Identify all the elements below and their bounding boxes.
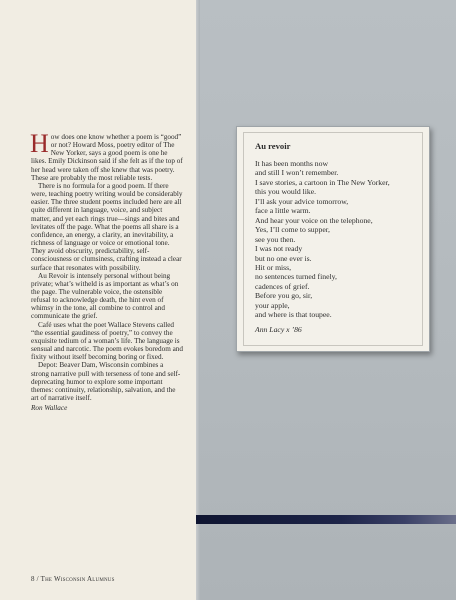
poem-line: your apple, (255, 300, 290, 310)
left-page (0, 0, 196, 600)
poem-line: I save stories, a cartoon in The New Yorker, (255, 177, 390, 187)
poem-line: face a little warm. (255, 206, 311, 216)
poem-card (236, 126, 430, 352)
poem-line: It has been months now (255, 159, 329, 168)
poem-line: Hit or miss, (255, 262, 292, 272)
poem-line: I was not ready (255, 244, 303, 254)
page-footer: 8 / The Wisconsin Alumnus (31, 575, 115, 583)
poem-title: Au revoir (255, 141, 291, 151)
poem-line: Before you go, sir, (255, 291, 313, 301)
drop-cap: H (30, 129, 49, 158)
article-paragraph-4: Café uses what the poet Wallace Stevens called “the essential gaudiness of poetry,” to convey the exquisite tedium of a woman’s life. The language is sensual and narcotic. The poem evokes boredom and fixity without itself becoming boring or fixed. (31, 320, 183, 362)
poem-line: cadences of grief. (255, 281, 310, 291)
poem-signature: Ann Lacy x ’86 (255, 325, 302, 334)
article-paragraph-5: Depot: Beaver Dam, Wisconsin combines a strong narrative pull with terseness of tone and self-deprecating humor to explore some important themes: continuity, relationship, salvation, and the art of narrative itself. (31, 361, 181, 402)
article-signature: Ron Wallace (31, 404, 68, 413)
poem-line: this you would like. (255, 187, 317, 197)
article-paragraph-1-text: ow does one know whether a poem is “good” or not? Howard Moss, poetry editor of The New Yorker, says a good poem is one he likes. Emily Dickinson said if she felt as if the top of her head were taken off she knew that was poetry. These are probably the most reliable tests. (31, 133, 183, 182)
poem-lines (255, 159, 420, 320)
poem-line: and where is that toupee. (255, 310, 332, 320)
poem-line: no sentences turned finely, (255, 272, 337, 282)
poem-line: and still I won’t remember. (255, 168, 339, 178)
poem-line: Yes, I’ll come to supper, (255, 225, 330, 235)
article-paragraph-1 (30, 129, 183, 182)
poem-line: but no one ever is. (255, 253, 312, 263)
decorative-stripe (196, 515, 456, 524)
poem-line: I’ll ask your advice tomorrow, (255, 196, 349, 206)
article-column (30, 129, 183, 413)
poem-line: And hear your voice on the telephone, (255, 215, 373, 225)
article-paragraph-3: Au Revoir is intensely personal without being private; what’s witheld is as important as what’s on the page. The vulnerable voice, the ostensible refusal to acknowledge death, the hint even of whimsy in the tone, all combine to control and communicate the grief. (31, 271, 179, 321)
poem-line: see you then. (255, 234, 296, 244)
article-paragraph-2: There is no formula for a good poem. If there were, teaching poetry writing would be considerably easier. The three student poems included here are all quite different in language, voice, and subject matter, and yet each rings true—sings and bites and levitates off the page. What the poems all share is a confidence, an energy, a clarity, an inevitability, a richness of language or voice or emotional tone. They avoid obscurity, predictability, self-consciousness or clumsiness, crafting instead a clear surface that resonates with possibility. (31, 181, 183, 272)
